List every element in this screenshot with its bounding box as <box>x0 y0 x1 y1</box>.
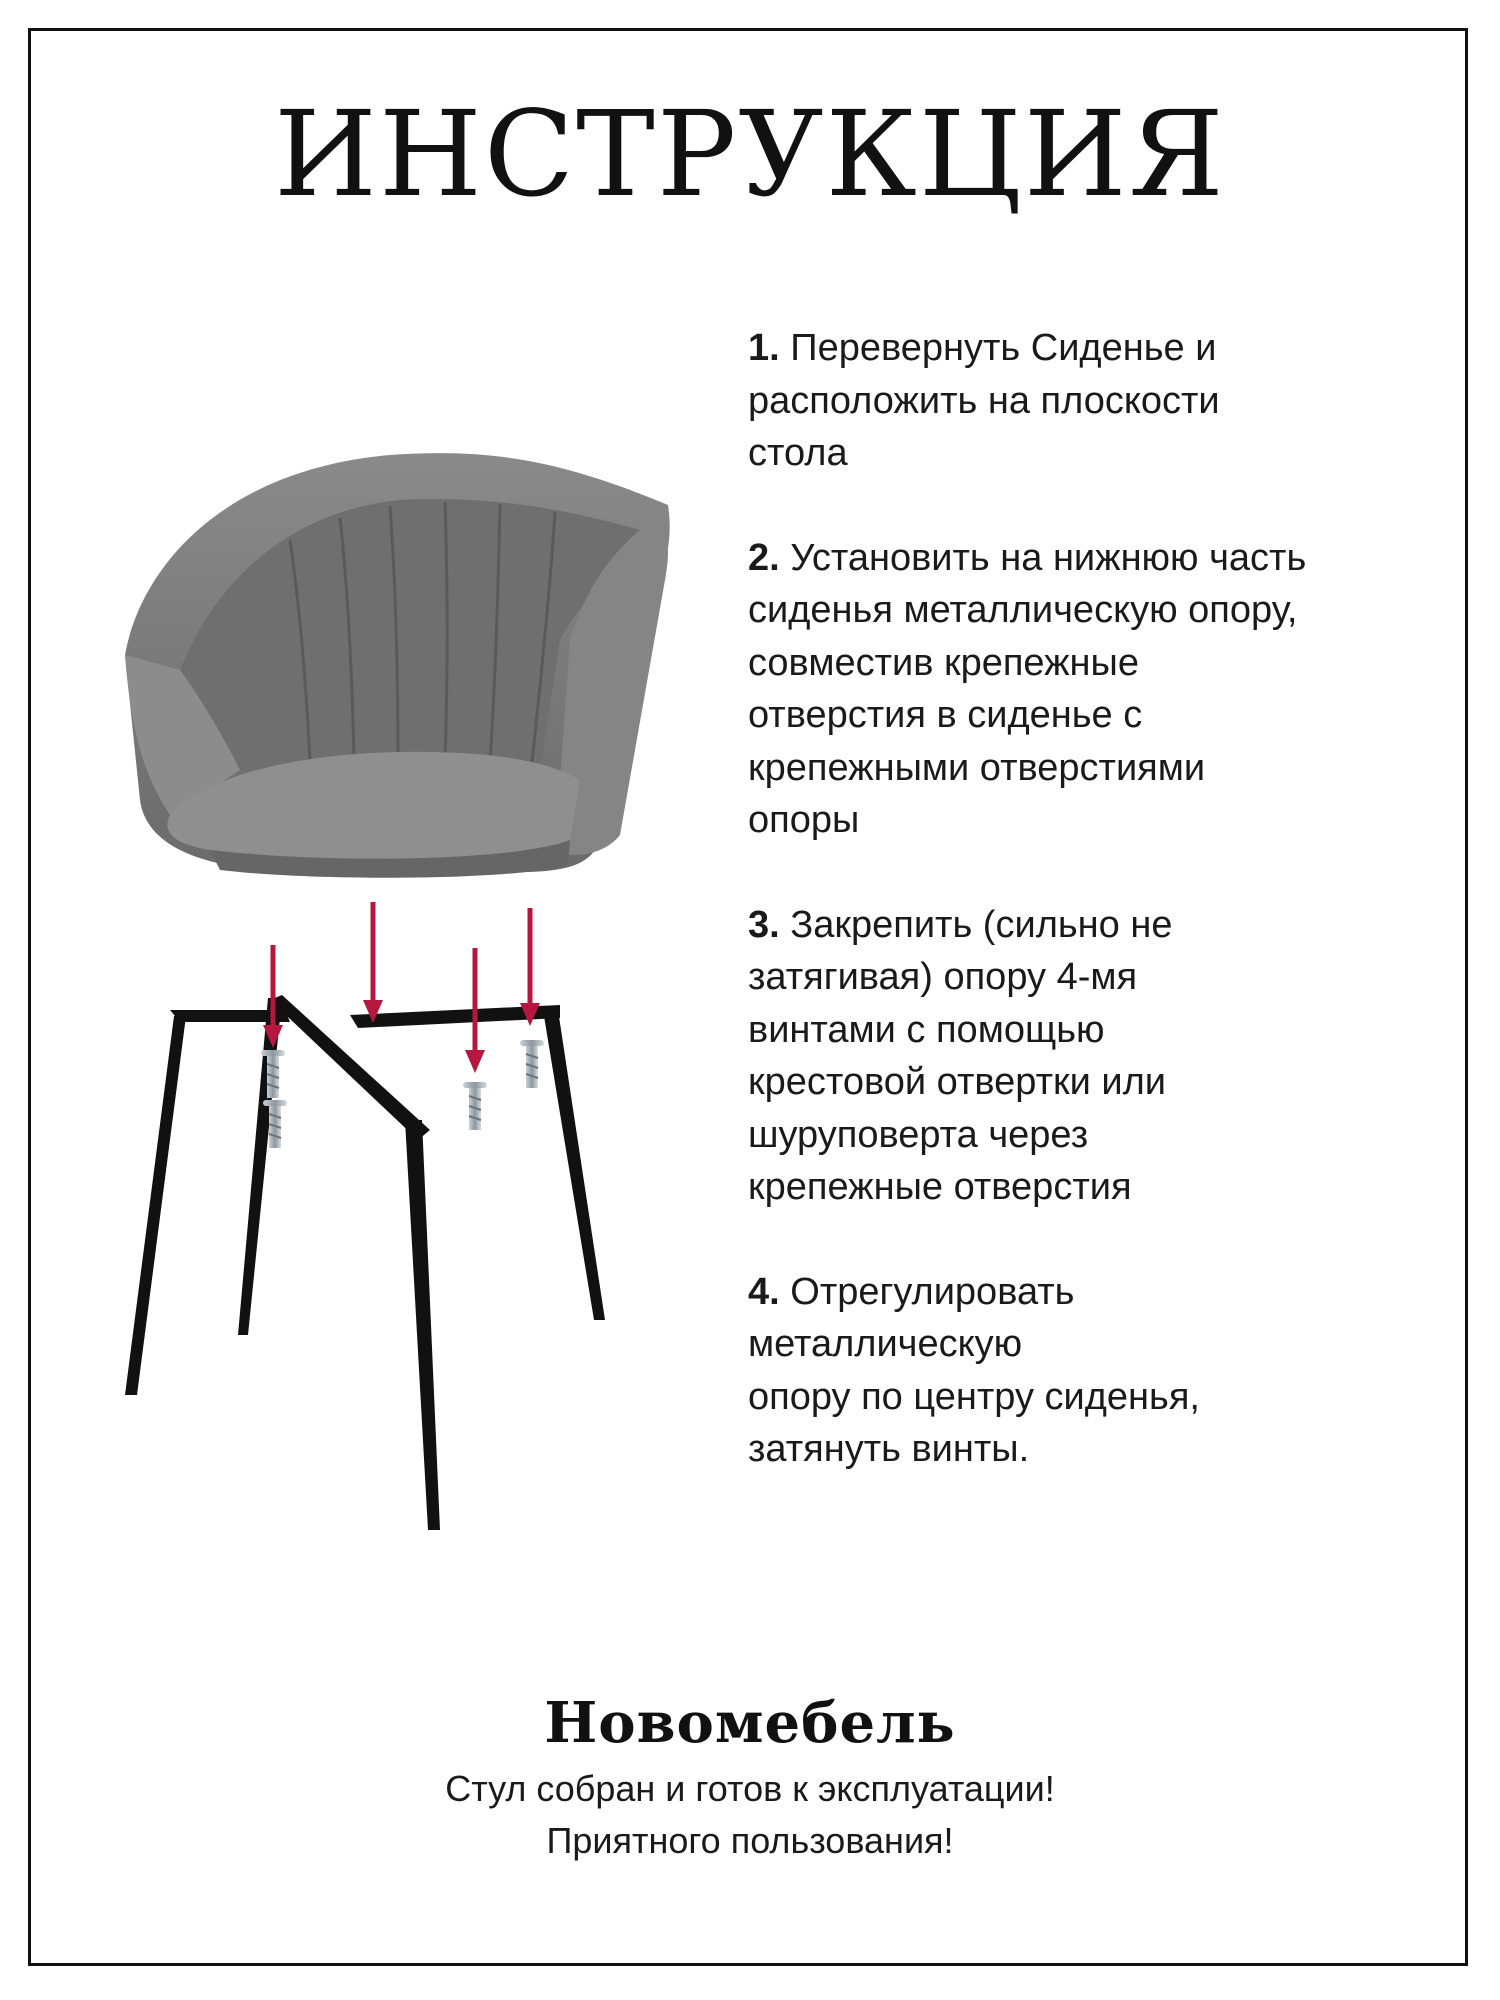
instruction-steps <box>748 322 1438 1528</box>
step-1 <box>748 322 1438 480</box>
footer-enjoy-text: Приятного пользования! <box>546 1820 954 1861</box>
footer-ready-text: Стул собран и готов к эксплуатации! <box>445 1768 1055 1809</box>
chair-assembly-illustration <box>100 440 700 1560</box>
step-text: Закрепить (сильно не затягивая) опору 4-мя винтами с помощью крестовой отвертки или шуруповерта через крепежные отверстия <box>748 903 1173 1208</box>
step-text: Установить на нижнюю часть сиденья металлическую опору, совместив крепежные отверстия в сиденье с крепежными отверстиями опоры <box>748 536 1307 841</box>
screws <box>261 1040 544 1148</box>
step-number: 4. <box>748 1270 780 1313</box>
step-number: 1. <box>748 327 780 369</box>
step-4 <box>748 1266 1438 1476</box>
step-text: Перевернуть Сиденье и расположить на плоскости стола <box>748 327 1220 474</box>
step-number: 3. <box>748 903 780 946</box>
arrow-down-icon <box>363 902 383 1023</box>
arrows <box>263 902 540 1073</box>
page-title: ИНСТРУКЦИЯ <box>274 85 1226 223</box>
step-text: Отрегулировать металлическую опору по центру сиденья, затянуть винты. <box>748 1270 1200 1470</box>
screw <box>463 1082 487 1130</box>
brand-name: Новомебель <box>544 1690 956 1756</box>
screw <box>520 1040 544 1088</box>
step-number: 2. <box>748 536 780 579</box>
step-3 <box>748 899 1438 1214</box>
arrow-down-icon <box>520 908 540 1026</box>
step-2 <box>748 532 1438 847</box>
chair-seat-image <box>125 453 670 878</box>
